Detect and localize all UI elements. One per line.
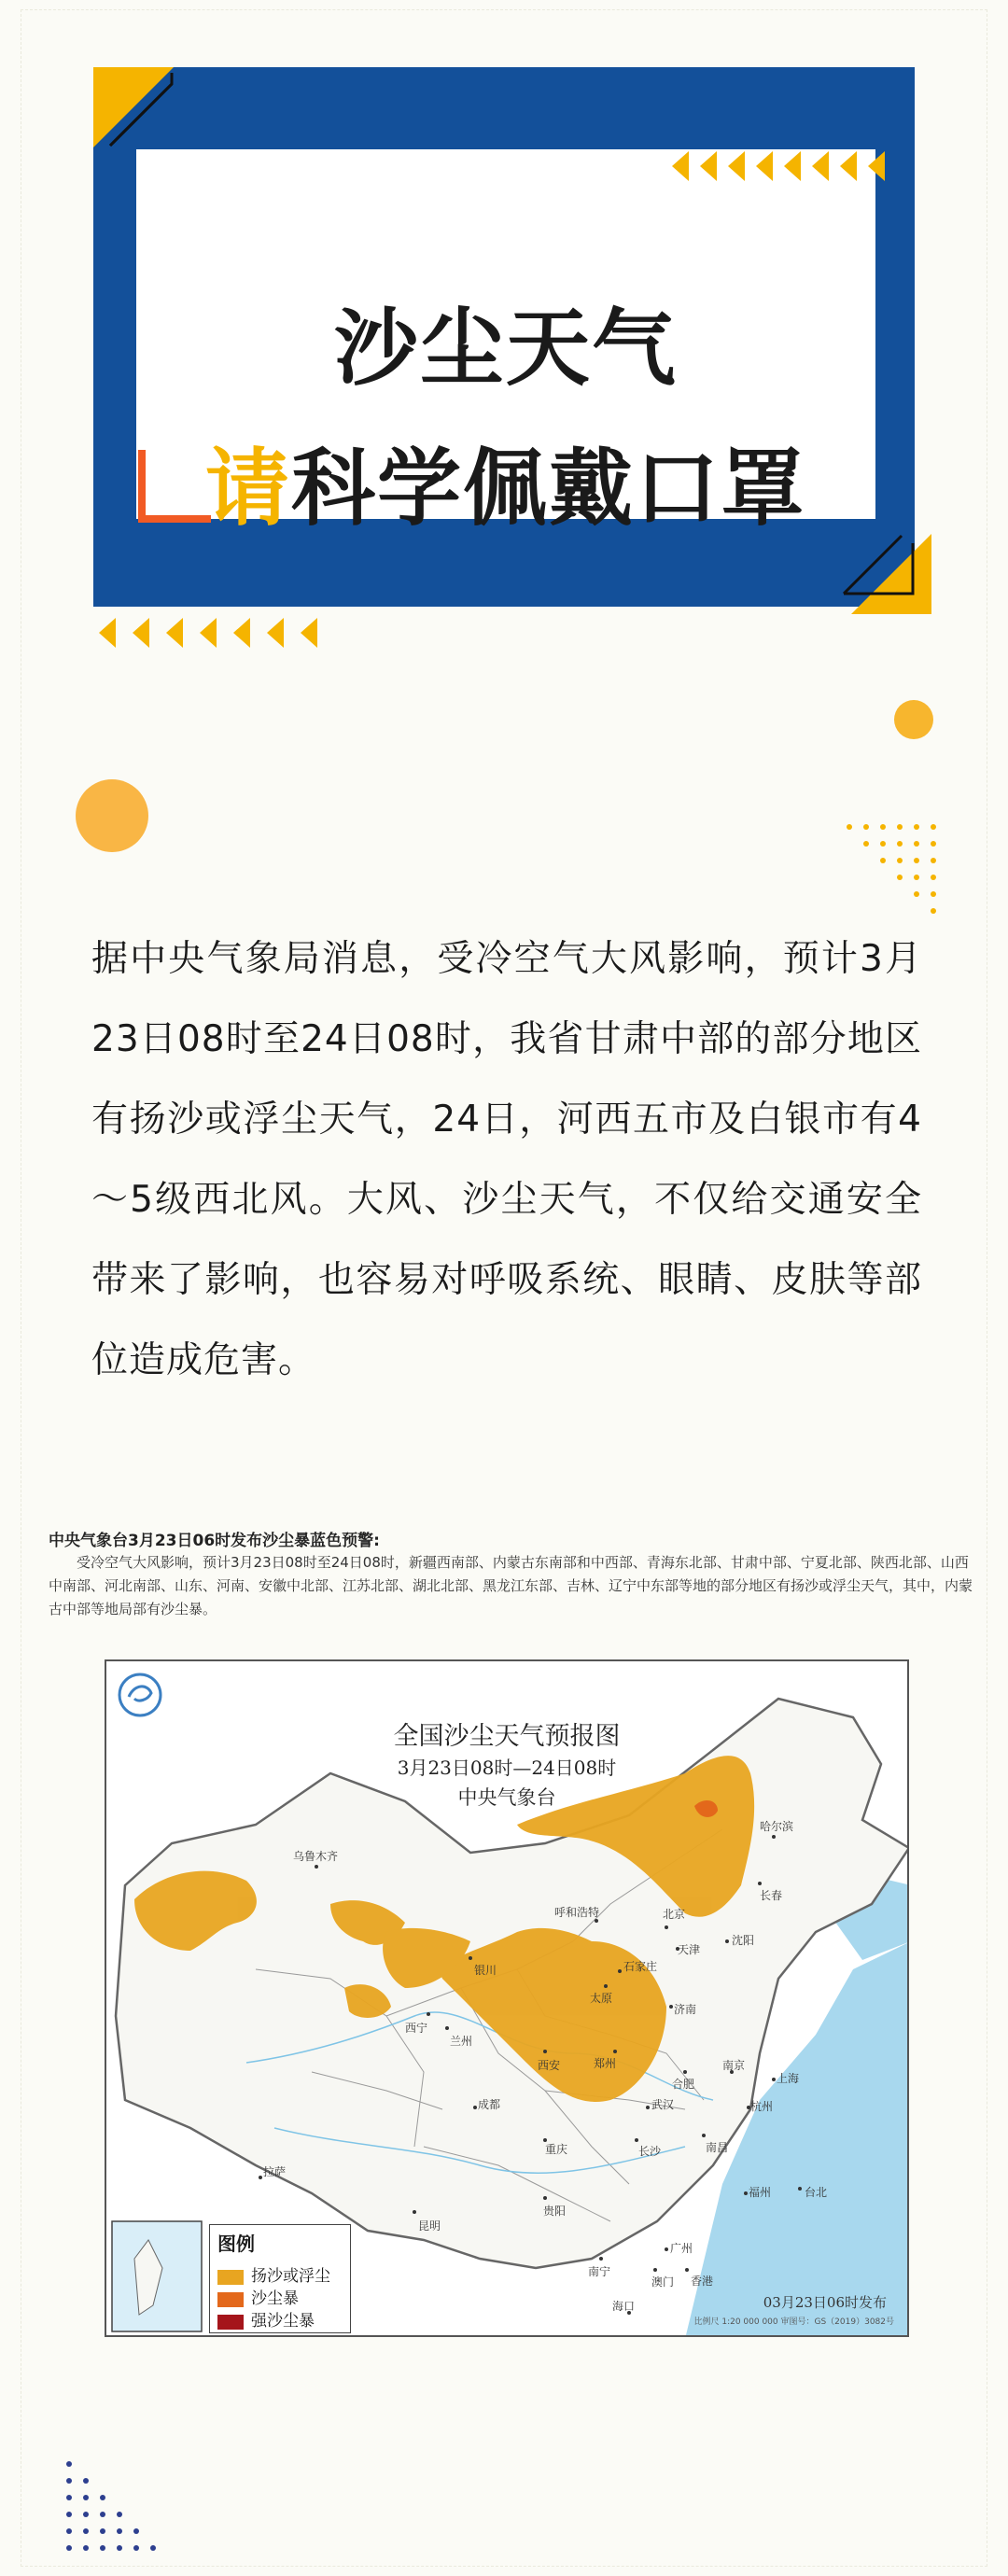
dot-grid-icon [840, 818, 952, 920]
city-label: 拉萨 [263, 2165, 287, 2178]
city-label: 长沙 [638, 2145, 662, 2158]
city-label: 石家庄 [623, 1960, 658, 1973]
city-label: 太原 [590, 1992, 613, 2005]
city-label: 郑州 [594, 2057, 617, 2070]
city-label: 呼和浩特 [554, 1906, 600, 1919]
city-label: 合肥 [672, 2078, 695, 2091]
chevron-row-icon [663, 149, 887, 183]
legend-label: 扬沙或浮尘 [251, 2267, 330, 2286]
city-label: 西宁 [405, 2022, 428, 2035]
map-title: 全国沙尘天气预报图 [393, 1722, 621, 1751]
title-rest: 科学佩戴口罩 [291, 440, 806, 538]
city-label: 海口 [612, 2300, 636, 2313]
map-scale-note: 比例尺 1:20 000 000 审图号：GS（2019）3082号 [693, 2317, 894, 2327]
city-label: 澳门 [651, 2275, 675, 2289]
legend-label: 沙尘暴 [251, 2289, 299, 2308]
legend-swatch [217, 2270, 244, 2285]
city-label: 兰州 [450, 2035, 473, 2048]
city-label: 长春 [760, 1889, 783, 1902]
city-label: 福州 [749, 2186, 772, 2199]
article-paragraph: 据中央气象局消息，受冷空气大风影响，预计3月23日08时至24日08时，我省甘肃中部的部分地区有扬沙或浮尘天气，24日，河西五市及白银市有4～5级西北风。大风、沙尘天气，不仅给交通安全带来了影响，也容易对呼吸系统、眼睛、皮肤等部位造成危害。 [91, 938, 922, 1381]
legend-swatch [217, 2315, 244, 2330]
corner-bracket-icon [138, 448, 213, 523]
warning-notice-text: 受冷空气大风影响，预计3月23日08时至24日08时，新疆西南部、内蒙古东南部和中西部、青海东北部、甘肃中部、宁夏北部、陕西北部、山西中南部、河北南部、山东、河南、安徽中北部、江苏北部、湖北北部、黑龙江东部、吉林、辽宁中东部等地的部分地区有扬沙或浮尘天气，其中，内蒙古中部等地局部有沙尘暴。 [49, 1554, 973, 1617]
city-label: 昆明 [418, 2219, 441, 2233]
city-label: 乌鲁木齐 [293, 1850, 339, 1863]
city-label: 重庆 [545, 2143, 568, 2156]
circle-dot-icon [892, 698, 935, 741]
corner-triangle-icon [840, 532, 933, 616]
legend-item [217, 2262, 330, 2286]
legend-item [217, 2285, 299, 2308]
map-issued-time: 03月23日06时发布 [763, 2294, 887, 2311]
city-label: 台北 [805, 2186, 828, 2199]
warning-notice-title: 中央气象台3月23日06时发布沙尘暴蓝色预警: [49, 1532, 380, 1550]
corner-triangle-icon [91, 65, 175, 149]
city-label: 杭州 [750, 2100, 774, 2113]
legend-title: 图例 [217, 2233, 255, 2255]
map-subtitle: 3月23日08时—24日08时 [397, 1757, 617, 1779]
map-issuer: 中央气象台 [457, 1786, 556, 1809]
dust-forecast-map [105, 1659, 909, 2337]
city-label: 济南 [674, 2003, 697, 2016]
city-label: 香港 [691, 2275, 714, 2288]
city-label: 哈尔滨 [760, 1820, 794, 1833]
page-subtitle [136, 420, 875, 541]
city-label: 银川 [474, 1964, 497, 1977]
city-label: 西安 [538, 2059, 561, 2072]
city-label: 武汉 [651, 2098, 675, 2111]
city-label: 上海 [777, 2072, 800, 2085]
legend-swatch [217, 2292, 244, 2307]
city-label: 南昌 [706, 2141, 729, 2154]
legend-item [217, 2307, 315, 2331]
header-card [136, 149, 875, 538]
chevron-row-icon [95, 616, 357, 650]
circle-dot-icon [73, 777, 151, 855]
title-accent-char: 请 [205, 440, 291, 538]
city-label: 贵阳 [543, 2205, 567, 2218]
legend-label: 强沙尘暴 [251, 2312, 315, 2331]
map-legend [209, 2224, 351, 2333]
dot-grid-icon [60, 2455, 181, 2557]
city-label: 北京 [663, 1908, 686, 1921]
city-label: 南京 [722, 2059, 746, 2072]
city-label: 沈阳 [732, 1934, 755, 1947]
city-label: 成都 [478, 2098, 501, 2111]
city-label: 天津 [678, 1943, 701, 1956]
header-banner [93, 67, 915, 607]
city-label: 广州 [670, 2242, 693, 2255]
page-title: 沙尘天气 [334, 300, 678, 398]
city-label: 南宁 [588, 2265, 611, 2278]
